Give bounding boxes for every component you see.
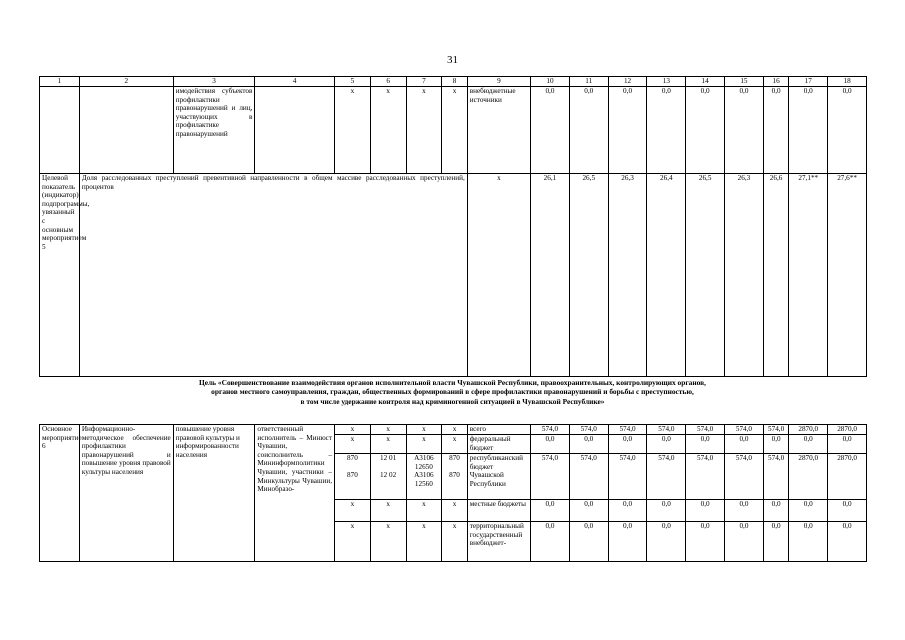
code-value: А3106 12560	[414, 471, 434, 488]
value-cell: 0,0	[789, 522, 828, 562]
header-cell: 4	[255, 77, 335, 87]
table-cell	[79, 87, 173, 174]
value-cell: 2870,0	[789, 425, 828, 435]
table-row	[40, 425, 867, 435]
value-cell: 0,0	[608, 522, 647, 562]
header-cell: 12	[608, 77, 647, 87]
value-cell: 0,0	[647, 435, 686, 454]
value-cell: 0,0	[531, 522, 570, 562]
value-cell: 0,0	[531, 500, 570, 522]
code-cell	[370, 454, 406, 500]
code-cell	[406, 454, 442, 500]
code-cell	[442, 454, 468, 500]
value-cell: 0,0	[569, 522, 608, 562]
value-cell: 574,0	[531, 425, 570, 435]
value-cell: 0,0	[608, 87, 647, 174]
code-value: 12 01	[380, 454, 397, 462]
value-cell: 0,0	[725, 500, 764, 522]
value-cell: 26,5	[569, 174, 608, 377]
value-cell: 0,0	[763, 435, 789, 454]
code-cell: x	[406, 522, 442, 562]
cell-event-label: Основное мероприятие 6	[40, 425, 80, 562]
value-cell: 574,0	[569, 425, 608, 435]
cell-source: внебюджетные источники	[467, 87, 530, 174]
table-cell: x	[406, 87, 442, 174]
table-cell	[40, 87, 80, 174]
table-cell: x	[370, 87, 406, 174]
source-cell: территориальный государственный внебюджет-	[467, 522, 530, 562]
value-cell: 26,3	[725, 174, 764, 377]
value-cell: 574,0	[608, 425, 647, 435]
cell-event-executor: ответственный исполнитель – Минюст Чувашии, соисполнитель – Мининформполитики Чувашии, участники – Минкультуры Чувашии, Минобразо-	[255, 425, 335, 562]
value-cell: 574,0	[647, 425, 686, 435]
code-cell: x	[406, 435, 442, 454]
table-cell: x	[442, 87, 468, 174]
code-cell: x	[442, 425, 468, 435]
value-cell: 0,0	[647, 500, 686, 522]
cell-event-result: повышение уровня правовой культуры и информированности населения	[173, 425, 255, 562]
table-row	[40, 87, 867, 174]
value-cell: 26,6	[763, 174, 789, 377]
value-cell: 574,0	[569, 454, 608, 500]
code-value: 870	[347, 454, 358, 462]
value-cell: 26,1	[531, 174, 570, 377]
value-cell: 574,0	[763, 425, 789, 435]
code-cell	[335, 454, 371, 500]
header-cell: 7	[406, 77, 442, 87]
code-cell: x	[442, 522, 468, 562]
header-cell: 18	[828, 77, 867, 87]
source-cell: федеральный бюджет	[467, 435, 530, 454]
code-cell: x	[370, 500, 406, 522]
value-cell: 0,0	[789, 500, 828, 522]
code-cell: x	[370, 522, 406, 562]
value-cell: 0,0	[763, 87, 789, 174]
value-cell: 0,0	[686, 87, 725, 174]
value-cell: 574,0	[725, 425, 764, 435]
value-cell: 0,0	[686, 522, 725, 562]
value-cell: 0,0	[828, 500, 867, 522]
cell-event-name: Информационно-методическое обеспечение профилактики правонарушений и повышение уровня правовой культуры населения	[79, 425, 173, 562]
table-cell: x	[335, 87, 371, 174]
code-cell: x	[370, 425, 406, 435]
code-cell: x	[335, 425, 371, 435]
code-cell: x	[335, 522, 371, 562]
value-cell: 27,1**	[789, 174, 828, 377]
source-cell: всего	[467, 425, 530, 435]
value-cell: 0,0	[828, 435, 867, 454]
cell-indicator-label: Целевой показатель (индикатор) подпрограммы, увязанный с основным мероприятием 5	[40, 174, 80, 377]
value-cell: 0,0	[647, 87, 686, 174]
value-cell: 0,0	[686, 500, 725, 522]
value-cell: 2870,0	[828, 425, 867, 435]
header-cell: 17	[789, 77, 828, 87]
header-cell: 14	[686, 77, 725, 87]
header-cell: 16	[763, 77, 789, 87]
value-cell: 0,0	[608, 435, 647, 454]
upper-table	[39, 76, 867, 377]
page-number: 31	[447, 54, 458, 66]
code-cell: x	[442, 435, 468, 454]
header-cell: 9	[467, 77, 530, 87]
value-cell: 26,4	[647, 174, 686, 377]
code-value: 870	[449, 470, 460, 479]
value-cell: 27,6**	[828, 174, 867, 377]
value-cell: 0,0	[647, 522, 686, 562]
code-value: А3106 12650	[414, 454, 434, 471]
value-cell: 2870,0	[789, 454, 828, 500]
value-cell: 0,0	[531, 87, 570, 174]
header-cell: 13	[647, 77, 686, 87]
value-cell: 574,0	[686, 454, 725, 500]
value-cell: 574,0	[531, 454, 570, 500]
source-cell: республиканский бюджет Чувашской Республики	[467, 454, 530, 500]
value-cell: 0,0	[763, 500, 789, 522]
value-cell: 2870,0	[828, 454, 867, 500]
table-cell: x	[467, 174, 530, 377]
header-cell: 15	[725, 77, 764, 87]
value-cell: 574,0	[725, 454, 764, 500]
code-cell: x	[370, 435, 406, 454]
source-cell: местные бюджеты	[467, 500, 530, 522]
header-row	[40, 77, 867, 87]
cell-indicator-text: Доля расследованных преступлений превентивной направленности в общем массиве расследованных преступлений, процентов	[79, 174, 467, 377]
header-cell: 10	[531, 77, 570, 87]
header-cell: 5	[335, 77, 371, 87]
value-cell: 574,0	[763, 454, 789, 500]
value-cell: 574,0	[686, 425, 725, 435]
header-cell: 3	[173, 77, 255, 87]
value-cell: 0,0	[569, 87, 608, 174]
code-cell: x	[442, 500, 468, 522]
header-cell: 1	[40, 77, 80, 87]
header-cell: 2	[79, 77, 173, 87]
value-cell: 0,0	[569, 500, 608, 522]
code-cell: x	[406, 500, 442, 522]
value-cell: 0,0	[828, 522, 867, 562]
cell-description: имодействия субъектов профилактики правонарушений и лиц, участвующих в профилактике правонарушений	[173, 87, 255, 174]
code-cell: x	[335, 500, 371, 522]
value-cell: 0,0	[789, 87, 828, 174]
value-cell: 0,0	[828, 87, 867, 174]
code-cell: x	[335, 435, 371, 454]
value-cell: 0,0	[531, 435, 570, 454]
value-cell: 0,0	[608, 500, 647, 522]
lower-table	[39, 424, 867, 562]
value-cell: 0,0	[569, 435, 608, 454]
value-cell: 0,0	[725, 435, 764, 454]
header-cell: 8	[442, 77, 468, 87]
value-cell: 574,0	[647, 454, 686, 500]
value-cell: 0,0	[725, 522, 764, 562]
value-cell: 26,3	[608, 174, 647, 377]
value-cell: 0,0	[763, 522, 789, 562]
value-cell: 0,0	[725, 87, 764, 174]
table-row	[40, 174, 867, 377]
value-cell: 26,5	[686, 174, 725, 377]
code-value: 12 02	[380, 470, 397, 479]
code-value: 870	[347, 470, 358, 479]
value-cell: 0,0	[789, 435, 828, 454]
code-value: 870	[449, 454, 460, 462]
header-cell: 6	[370, 77, 406, 87]
value-cell: 0,0	[686, 435, 725, 454]
table-cell	[255, 87, 335, 174]
value-cell: 574,0	[608, 454, 647, 500]
goal-heading: Цель «Совершенствование взаимодействия органов исполнительной власти Чувашской Республики, правоохранительных, контролирующих органов, органов местного самоуправления, граждан, общественных формирований в сфере профилактики правонарушений и борьбы с преступностью, в том числе удержание контроля над криминогенной ситуацией в Чувашской Республике»	[198, 378, 706, 406]
header-cell: 11	[569, 77, 608, 87]
code-cell: x	[406, 425, 442, 435]
